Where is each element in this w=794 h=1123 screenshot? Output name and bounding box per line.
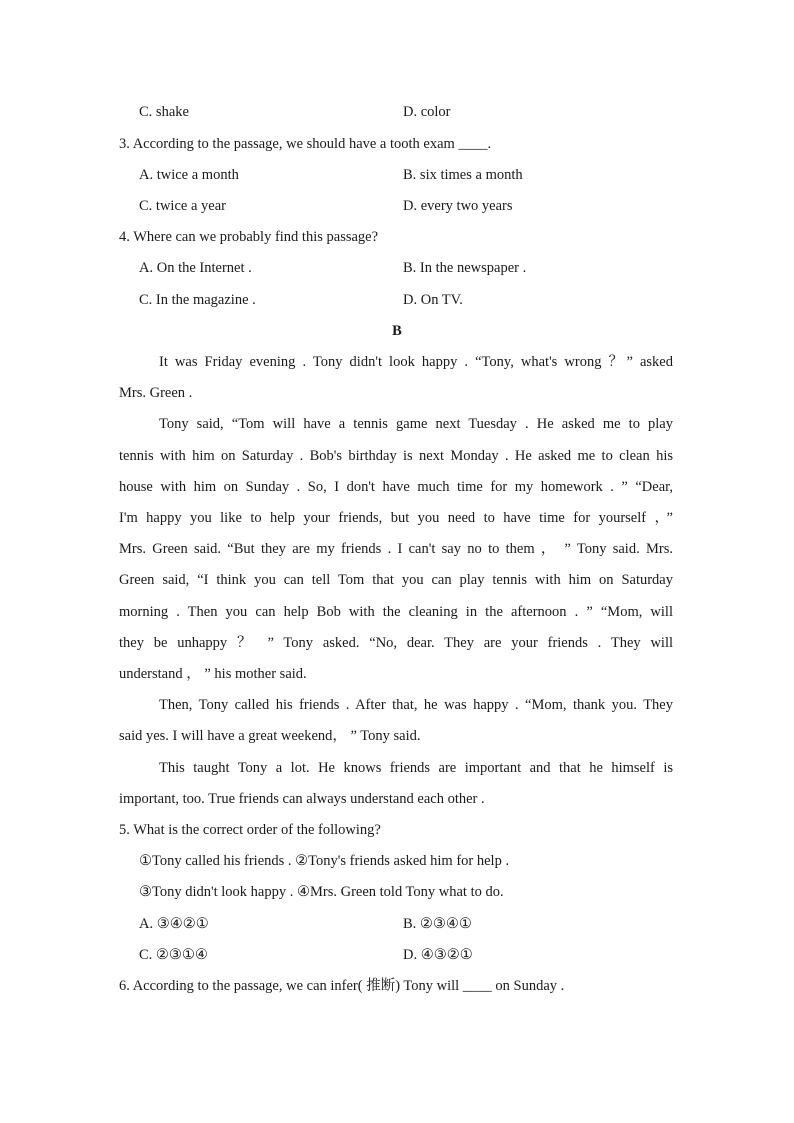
q5-option-d: D. ④③②①: [403, 947, 473, 963]
passage-line: said yes. I will have a great weekend， ” Tony said.: [119, 728, 421, 744]
passage-line: morning . Then you can help Bob with the cleaning in the afternoon . ” “Mom, will: [119, 604, 673, 620]
passage-line: This taught Tony a lot. He knows friends are important and that he himself is: [159, 760, 673, 776]
q5-option-a: A. ③④②①: [139, 916, 209, 932]
q3-stem: 3. According to the passage, we should have a tooth exam ____.: [119, 136, 492, 152]
q2-option-d: D. color: [403, 104, 451, 120]
passage-line: understand ， ” his mother said.: [119, 666, 307, 682]
passage-line: important, too. True friends can always understand each other .: [119, 791, 485, 807]
passage-line: I'm happy you like to help your friends, but you need to have time for yourself ，”: [119, 510, 673, 526]
passage-line: It was Friday evening . Tony didn't look happy . “Tony, what's wrong ？” asked: [159, 354, 673, 370]
passage-line: house with him on Sunday . So, I don't have much time for my homework . ” “Dear,: [119, 479, 673, 495]
passage-line: Mrs. Green .: [119, 385, 193, 401]
q3-option-c: C. twice a year: [139, 198, 226, 214]
passage-line: Tony said, “Tom will have a tennis game next Tuesday . He asked me to play: [159, 416, 673, 432]
q4-option-a: A. On the Internet .: [139, 260, 252, 276]
q6-stem: 6. According to the passage, we can infer( 推断) Tony will ____ on Sunday .: [119, 978, 565, 994]
q5-statement-2: ③Tony didn't look happy . ④Mrs. Green told Tony what to do.: [139, 884, 504, 900]
q5-option-c: C. ②③①④: [139, 947, 208, 963]
q3-option-b: B. six times a month: [403, 167, 523, 183]
q3-option-a: A. twice a month: [139, 167, 239, 183]
passage-line: tennis with him on Saturday . Bob's birthday is next Monday . He asked me to clean his: [119, 448, 673, 464]
q2-option-c: C. shake: [139, 104, 189, 120]
passage-line: Green said, “I think you can tell Tom that you can play tennis with him on Saturday: [119, 572, 673, 588]
passage-line: Mrs. Green said. “But they are my friends . I can't say no to them ， ” Tony said. Mrs.: [119, 541, 673, 557]
q4-option-b: B. In the newspaper .: [403, 260, 527, 276]
q5-stem: 5. What is the correct order of the following?: [119, 822, 381, 838]
passage-line: Then, Tony called his friends . After that, he was happy . “Mom, thank you. They: [159, 697, 673, 713]
q5-statement-1: ①Tony called his friends . ②Tony's friends asked him for help .: [139, 853, 510, 869]
passage-line: they be unhappy ？ ” Tony asked. “No, dear. They are your friends . They will: [119, 635, 673, 651]
q5-option-b: B. ②③④①: [403, 916, 472, 932]
q4-option-c: C. In the magazine .: [139, 292, 256, 308]
q3-option-d: D. every two years: [403, 198, 513, 214]
q4-option-d: D. On TV.: [403, 292, 463, 308]
section-b-heading: B: [392, 323, 402, 339]
q4-stem: 4. Where can we probably find this passage?: [119, 229, 379, 245]
